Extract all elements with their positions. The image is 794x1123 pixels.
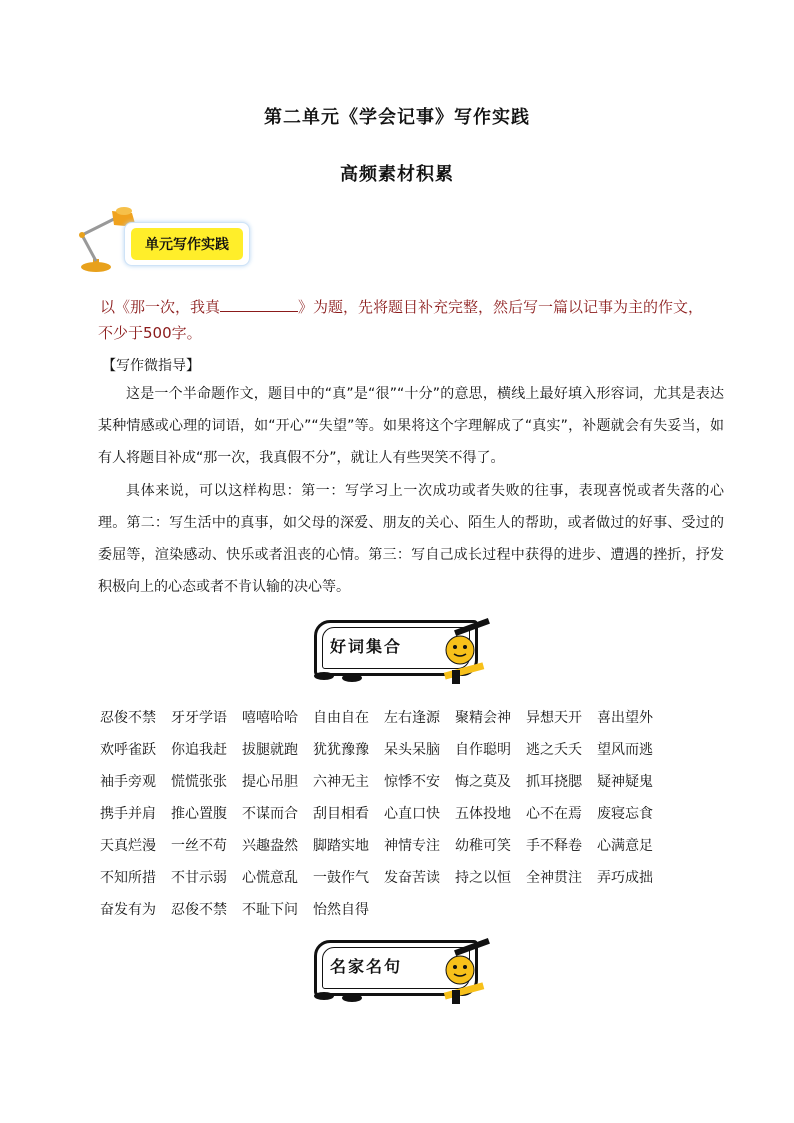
word-item: 忍俊不禁: [171, 902, 227, 918]
word-row: [100, 832, 700, 864]
word-item: 六神无主: [313, 774, 369, 790]
word-item: 一鼓作气: [313, 870, 369, 886]
prompt-blank: [220, 297, 298, 312]
word-item: 聚精会神: [455, 710, 511, 726]
word-row: [100, 736, 700, 768]
prompt-before: 以《那一次，我真: [100, 298, 221, 316]
word-item: 推心置腹: [171, 806, 227, 822]
word-item: 心不在焉: [526, 806, 582, 822]
word-item: 自作聪明: [455, 742, 511, 758]
word-item: 牙牙学语: [171, 710, 227, 726]
word-item: 怡然自得: [313, 902, 369, 918]
section-title-words: 好词集合: [330, 637, 403, 656]
word-item: 全神贯注: [526, 870, 582, 886]
page-subtitle: 高频素材积累: [340, 164, 454, 185]
word-item: 心直口快: [384, 806, 440, 822]
word-item: 提心吊胆: [242, 774, 298, 790]
word-row: [100, 768, 700, 800]
guide-paragraph-1: 这是一个半命题作文，题目中的“真”是“很”“十分”的意思，横线上最好填入形容词，尤其是表达某种情感或心理的词语，如“开心”“失望”等。如果将这个字理解成了“真实”，补题就会有失妥当，如有人将题目补成“那一次，我真假不分”，就让人有些哭笑不得了。: [98, 386, 724, 466]
word-item: 自由自在: [313, 710, 369, 726]
prompt-line2: 不少于500字。: [98, 324, 202, 342]
word-item: 天真烂漫: [100, 838, 156, 854]
word-item: 望风而逃: [597, 742, 653, 758]
word-row: [100, 800, 700, 832]
guide-paragraph-2: 具体来说，可以这样构思：第一：写学习上一次成功或者失败的往事，表现喜悦或者失落的心理。第二：写生活中的真事，如父母的深爱、朋友的关心、陌生人的帮助，或者做过的好事、受过的委屈等，渲染感动、快乐或者沮丧的心情。第三：写自己成长过程中获得的进步、遭遇的挫折，抒发积极向上的心态或者不肯认输的决心等。: [98, 483, 724, 595]
word-item: 刮目相看: [313, 806, 369, 822]
pin-smiley-icon: [312, 618, 496, 688]
word-item: 手不释卷: [526, 838, 582, 854]
word-item: 弄巧成拙: [597, 870, 653, 886]
word-item: 不甘示弱: [171, 870, 227, 886]
word-collection: [100, 704, 700, 928]
word-item: 犹犹豫豫: [313, 742, 369, 758]
word-row: [100, 864, 700, 896]
word-item: 袖手旁观: [100, 774, 156, 790]
word-item: 呆头呆脑: [384, 742, 440, 758]
word-item: 你追我赶: [171, 742, 227, 758]
prompt-after: 》为题，先将题目补充完整，然后写一篇以记事为主的作文，: [298, 298, 704, 316]
word-item: 慌慌张张: [171, 774, 227, 790]
word-item: 一丝不苟: [171, 838, 227, 854]
word-item: 神情专注: [384, 838, 440, 854]
guide-label: 【写作微指导】: [102, 358, 200, 374]
word-item: 异想天开: [526, 710, 582, 726]
word-item: 疑神疑鬼: [597, 774, 653, 790]
word-item: 幼稚可笑: [455, 838, 511, 854]
pin-smiley-icon: [312, 938, 496, 1008]
word-item: 欢呼雀跃: [100, 742, 156, 758]
word-item: 兴趣盎然: [242, 838, 298, 854]
badge-label: 单元写作实践: [131, 228, 243, 260]
word-item: 抓耳挠腮: [526, 774, 582, 790]
word-item: 心满意足: [597, 838, 653, 854]
word-item: 喜出望外: [597, 710, 653, 726]
word-item: 心慌意乱: [242, 870, 298, 886]
word-item: 奋发有为: [100, 902, 156, 918]
word-item: 持之以恒: [455, 870, 511, 886]
page-title: 第二单元《学会记事》写作实践: [264, 107, 530, 128]
word-item: 嘻嘻哈哈: [242, 710, 298, 726]
word-row: [100, 704, 700, 736]
word-item: 悔之莫及: [455, 774, 511, 790]
word-item: 携手并肩: [100, 806, 156, 822]
word-item: 左右逢源: [384, 710, 440, 726]
word-item: 拔腿就跑: [242, 742, 298, 758]
word-item: 忍俊不禁: [100, 710, 156, 726]
word-row: [100, 896, 700, 928]
word-item: 废寝忘食: [597, 806, 653, 822]
section-banner-words: [312, 618, 496, 688]
section-banner-quotes: [312, 938, 496, 1008]
word-item: 不知所措: [100, 870, 156, 886]
writing-prompt: [100, 291, 740, 323]
word-item: 不谋而合: [242, 806, 298, 822]
section-title-quotes: 名家名句: [330, 957, 403, 976]
unit-practice-badge: [124, 222, 250, 266]
word-item: 逃之夭夭: [526, 742, 582, 758]
word-item: 五体投地: [455, 806, 511, 822]
word-item: 发奋苦读: [384, 870, 440, 886]
word-item: 不耻下问: [242, 902, 298, 918]
word-item: 脚踏实地: [313, 838, 369, 854]
word-item: 惊悸不安: [384, 774, 440, 790]
